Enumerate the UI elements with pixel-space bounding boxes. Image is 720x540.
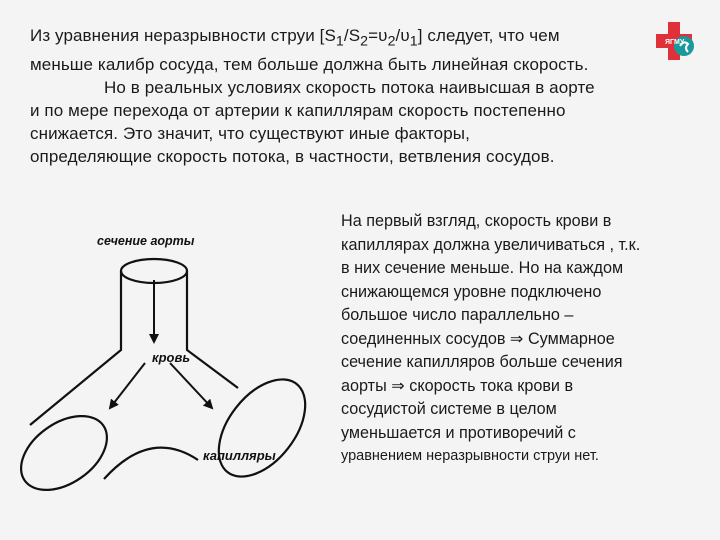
right-capillary-section [202,364,323,493]
intro-text: Из уравнения неразрывности струи [S [30,26,336,45]
intro-line-3: Но в реальных условиях скорость потока наивысшая в аорте [104,78,595,98]
intro-text: ] следует, что чем [417,26,560,45]
vessel-branching-diagram [0,200,330,540]
intro-line-6: определяющие скорость потока, в частности, ветвления сосудов. [30,147,555,167]
intro-line-5: снижается. Это значит, что существуют иные факторы, [30,124,470,144]
left-arrow [110,363,145,408]
explanation-last-line: уравнением неразрывности струи нет. [341,448,599,464]
explanation-line: сосудистой системе в целом [341,400,557,418]
formula-sub: 2 [360,33,369,50]
label-aorta: сечение аорты [97,234,195,248]
flow-arrows [110,280,212,408]
explanation-line: соединенных сосудов ⇒ Суммарное [341,329,615,348]
formula-sub: 1 [409,33,418,50]
label-blood: кровь [152,350,191,365]
explanation-line: капиллярах должна увеличиваться , т.к. [341,235,641,254]
university-logo [654,22,694,62]
logo-text: ЯГМУ [665,39,685,46]
explanation-paragraph [341,210,691,469]
explanation-line: снижающемся уровне подключено [341,282,602,301]
formula-part: /S [343,26,361,45]
aorta-section [121,259,187,283]
intro-paragraph [30,24,690,168]
label-capillaries: капилляры [203,448,276,463]
vessel-outline [7,259,322,505]
formula-sub: 2 [387,33,396,50]
intro-line-2: меньше калибр сосуда, тем больше должна быть линейная скорость. [30,55,589,75]
explanation-line: в них сечение меньше. Но на каждом [341,259,624,277]
formula-part: =υ [368,26,388,45]
left-capillary-section [7,401,120,505]
explanation-line: аорты ⇒ скорость тока крови в [341,376,574,395]
explanation-line: большое число параллельно – [341,306,574,324]
intro-line-4: и по мере перехода от артерии к капиллярам скорость постепенно [30,101,566,121]
intro-line-1 [30,24,690,53]
formula-sub: 1 [335,33,344,50]
formula-part: /υ [395,26,410,45]
explanation-line: сечение капилляров больше сечения [341,353,623,371]
right-arrow [170,363,212,408]
explanation-line: уменьшается и противоречий с [341,423,576,442]
explanation-line: На первый взгляд, скорость крови в [341,212,612,230]
